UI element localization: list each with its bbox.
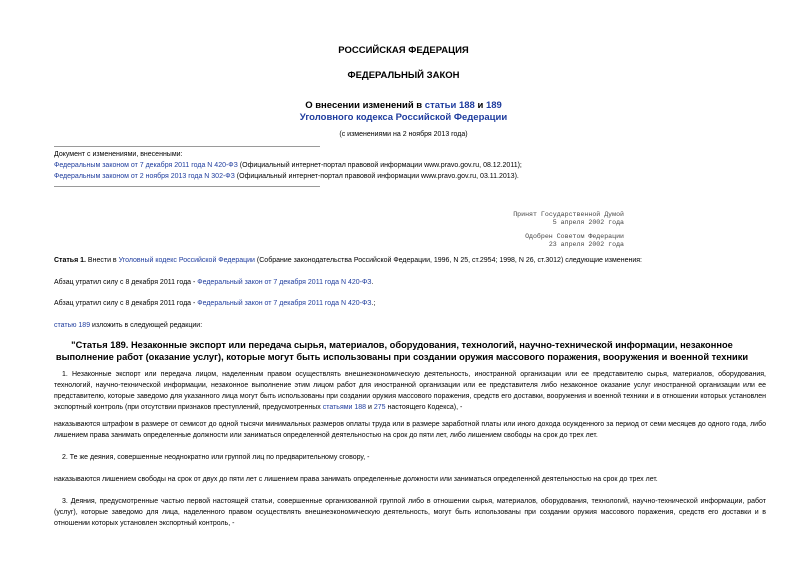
change-item [54,160,754,171]
paragraph-3: 2. Те же деяния, совершенные неоднократно или группой лиц по предварительному сговору, - [62,454,370,461]
expired-end: .; [371,300,376,307]
changes-top-rule [54,146,320,147]
adoption-duma [430,211,624,227]
law-title [0,100,807,112]
article-1-rest: (Собрание законодательства Российской Федерации, 1996, N 25, ст.2954; 1998, N 26, ст.3012) следующие изменения: [254,257,642,264]
link-articles-188[interactable]: статьями 188 [322,404,367,411]
change-link-302fz[interactable]: Федеральным законом от 2 ноября 2013 года N 302-ФЗ [54,173,235,180]
change-source: (Официальный интернет-портал правовой информации www.pravo.gov.ru, 03.11.2013). [234,173,519,180]
link-article-275[interactable]: 275 [373,404,386,411]
change-item [54,171,754,182]
expired-end: . [371,279,374,286]
article-189-intro [54,320,774,331]
article-189-title: "Статья 189. Незаконные экспорт или передача сырья, материалов, оборудования, технологий, научно-технической информации, незаконное выполнение работ (оказание услуг), которые могут быть использованы при создании оружия массового поражения, вооружения и военной техники [55,340,749,362]
link-criminal-code[interactable]: Уголовный кодекс Российской Федерации [118,257,255,264]
changes-bottom-rule [54,186,320,187]
article-1-pre: Внести в [85,257,119,264]
paragraph-5: 3. Деяния, предусмотренные частью первой настоящей статьи, совершенные организованной группой либо в отношении сырья, материалов, оборудования, технологий, научно-технической информации, работ (услуг), которые заведомо для лица, наделенного правом осуществлять внешнеэкономическую деятельность, могут быть использованы при создании оружия массового поражения, средств его доставки и в отношении которых установлен экспортный контроль, - [54,498,766,527]
article-1 [54,255,774,266]
expired-text: Абзац утратил силу с 8 декабря 2011 года - [54,279,198,286]
expired-text: Абзац утратил силу с 8 декабря 2011 года - [54,300,198,307]
changes-heading: Документ с изменениями, внесенными: [54,151,183,158]
title-link-article-188[interactable]: статьи 188 [424,100,475,111]
title-link-article-189[interactable]: 189 [485,100,502,111]
adoption-council-date: 23 апреля 2002 года [548,241,624,248]
law-type-heading: ФЕДЕРАЛЬНЫЙ ЗАКОН [347,70,460,81]
expired-paragraph-1 [54,277,774,288]
edition-note: (с изменениями на 2 ноября 2013 года) [339,131,468,138]
country-heading: РОССИЙСКАЯ ФЕДЕРАЦИЯ [338,45,469,56]
adoption-council-label: Одобрен Советом Федерации [525,233,624,240]
title-prefix: О внесении изменений в [305,100,425,111]
title-mid: и [474,100,486,111]
change-source: (Официальный интернет-портал правовой информации www.pravo.gov.ru, 08.12.2011); [237,162,522,169]
paragraph-4: наказываются лишением свободы на срок от двух до пяти лет с лишением права занимать определенные должности или заниматься определенной деятельностью на срок до трех лет. [54,476,658,483]
adoption-council [430,233,624,249]
expired-paragraph-2 [54,298,774,309]
article-189-intro-text: изложить в следующей редакции: [90,322,203,329]
paragraph-1-mid: и [366,404,374,411]
expired-link-420fz[interactable]: Федеральный закон от 7 декабря 2011 года N 420-ФЗ [197,300,372,307]
expired-link-420fz[interactable]: Федеральный закон от 7 декабря 2011 года N 420-ФЗ [197,279,372,286]
adoption-duma-date: 5 апреля 2002 года [552,219,624,226]
changes-block [54,149,754,182]
article-1-label: Статья 1. [54,257,86,264]
paragraph-1 [54,369,766,413]
link-article-189[interactable]: статью 189 [54,322,91,329]
paragraph-1-end: настоящего Кодекса), - [385,404,463,411]
adoption-duma-label: Принят Государственной Думой [513,211,624,218]
paragraph-2: наказываются штрафом в размере от семисот до одной тысячи минимальных размеров оплаты труда или в размере заработной платы или иного дохода осужденного за период от семи месяцев до одного года, либо лишением права занимать определенные должности или заниматься определенной деятельностью на срок до пяти лет, либо лишением свободы на срок до трех лет. [54,421,766,439]
paragraph-1-text: 1. Незаконные экспорт или передача лицом, наделенным правом осуществлять внешнеэкономическую деятельность, иностранной организации или ее представителю сырья, материалов, оборудования, технологий, научно-технической информации, незаконное выполнение этим лицом работ для иностранной организации или ее представителя либо незаконное оказание услуг иностранной организации или ее представителю, которые заведомо для указанного лица могут быть использованы при создании оружия массового поражения, средств его доставки, вооружения и военной техники и в отношении которых установлен экспортный контроль (при отсутствии признаков преступлений, предусмотренных [54,371,766,411]
change-link-420fz[interactable]: Федеральным законом от 7 декабря 2011 года N 420-ФЗ [54,162,238,169]
title-link-criminal-code[interactable]: Уголовного кодекса Российской Федерации [299,112,508,123]
